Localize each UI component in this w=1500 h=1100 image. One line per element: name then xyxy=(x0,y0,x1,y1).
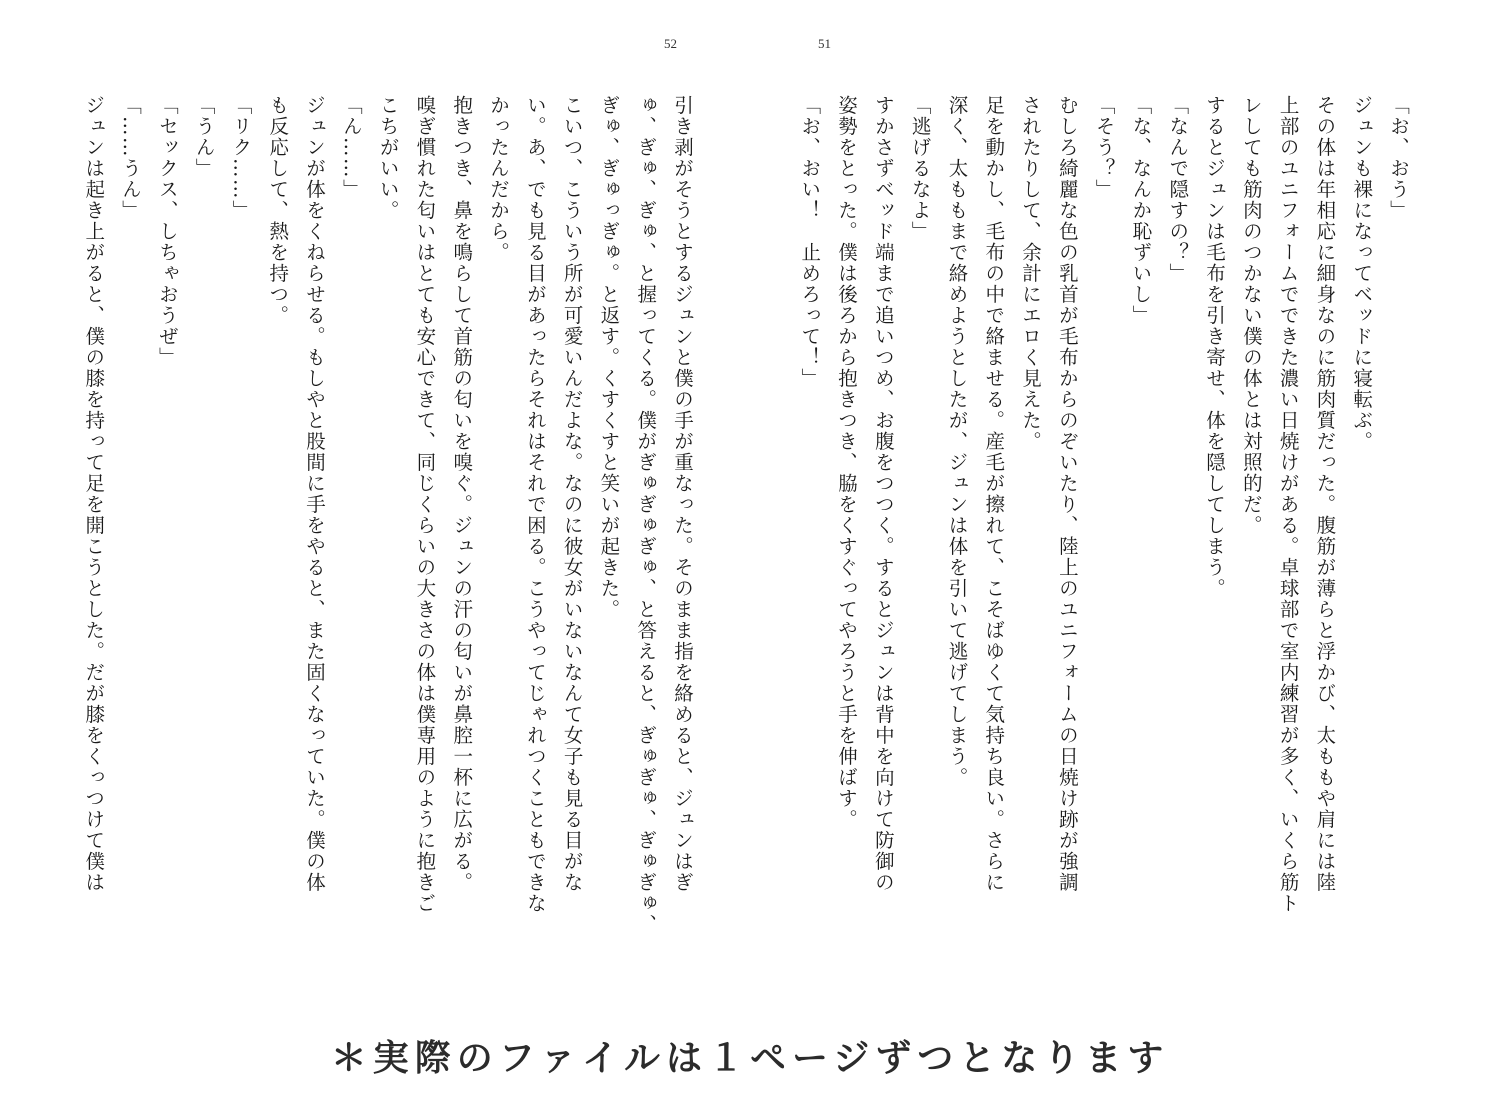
text-line: 「お、おい！ 止めろって！」 xyxy=(798,95,822,389)
text-line: 「な、なんか恥ずいし」 xyxy=(1129,95,1153,326)
text-line: ジュンは起き上がると、僕の膝を持って足を開こうとした。だが膝をくっつけて僕は xyxy=(82,95,106,893)
text-line: も反応して、熱を持つ。 xyxy=(266,95,290,326)
text-line: されたりして、余計にエロく見えた。 xyxy=(1019,95,1043,452)
text-line: かったんだから。 xyxy=(487,95,511,263)
text-line: 引き剥がそうとするジュンと僕の手が重なった。そのまま指を絡めると、ジュンはぎ xyxy=(671,95,694,893)
page-number-right: 51 xyxy=(818,36,831,51)
text-line: するとジュンは毛布を引き寄せ、体を隠してしまう。 xyxy=(1203,95,1227,599)
text-line: その体は年相応に細身なのに筋肉質だった。腹筋が薄らと浮かび、太ももや肩には陸 xyxy=(1313,95,1337,893)
text-line: 嗅ぎ慣れた匂いはとても安心できて、同じくらいの大きさの体は僕専用のように抱きご xyxy=(413,95,437,914)
left-page-text xyxy=(76,95,700,995)
footer-note: ＊実際のファイルは１ページずつとなります xyxy=(330,1038,1170,1079)
text-line: 上部のユニフォームでできた濃い日焼けがある。卓球部で室内練習が多く、いくら筋ト xyxy=(1276,95,1300,914)
text-line: すかさずベッド端まで追いつめ、お腹をつつく。するとジュンは背中を向けて防御の xyxy=(871,95,895,893)
text-line: ぎゅ、ぎゅっぎゅ。と返す。くすくすと笑いが起きた。 xyxy=(597,95,621,620)
text-line: こいつ、こういう所が可愛いんだよな。なのに彼女がいないなんて女子も見る目がな xyxy=(560,95,584,893)
text-line: 姿勢をとった。僕は後ろから抱きつき、脇をくすぐってやろうと手を伸ばす。 xyxy=(835,95,859,830)
text-line: 「セックス、しちゃおうぜ」 xyxy=(155,95,179,368)
text-line: 「うん」 xyxy=(192,95,216,179)
page-number-left: 52 xyxy=(664,36,677,51)
text-line: 「そう？」 xyxy=(1092,95,1116,200)
text-line: ジュンが体をくねらせる。もしやと股間に手をやると、また固くなっていた。僕の体 xyxy=(303,95,327,893)
text-line: レしても筋肉のつかない僕の体とは対照的だ。 xyxy=(1239,95,1263,536)
text-line: ジュンも裸になってベッドに寝転ぶ。 xyxy=(1350,95,1374,452)
text-line: 足を動かし、毛布の中で絡ませる。産毛が擦れて、こそばゆくて気持ち良い。さらに xyxy=(982,95,1006,893)
text-line: い。あ、でも見る目があったらそれはそれで困る。こうやってじゃれつくこともできな xyxy=(523,95,547,914)
text-line: 「お、おう」 xyxy=(1387,95,1410,221)
text-line: 深く、太ももまで絡めようとしたが、ジュンは体を引いて逃げてしまう。 xyxy=(945,95,969,788)
text-line: 抱きつき、鼻を鳴らして首筋の匂いを嗅ぐ。ジュンの汗の匂いが鼻腔一杯に広がる。 xyxy=(450,95,474,893)
text-line: 「……うん」 xyxy=(119,95,143,221)
text-line: 「なんで隠すの？」 xyxy=(1166,95,1190,284)
text-line: こちがいい。 xyxy=(376,95,400,221)
text-line: むしろ綺麗な色の乳首が毛布からのぞいたり、陸上のユニフォームの日焼け跡が強調 xyxy=(1055,95,1079,893)
right-page-text xyxy=(798,95,1416,995)
text-line: 「リク……」 xyxy=(229,95,253,221)
text-line: ゅ、ぎゅ、ぎゅ、と握ってくる。僕がぎゅぎゅぎゅ、と答えると、ぎゅぎゅ、ぎゅぎゅ、 xyxy=(634,95,658,935)
text-line: 「ん……」 xyxy=(339,95,363,200)
text-line: 「逃げるなよ」 xyxy=(908,95,932,242)
